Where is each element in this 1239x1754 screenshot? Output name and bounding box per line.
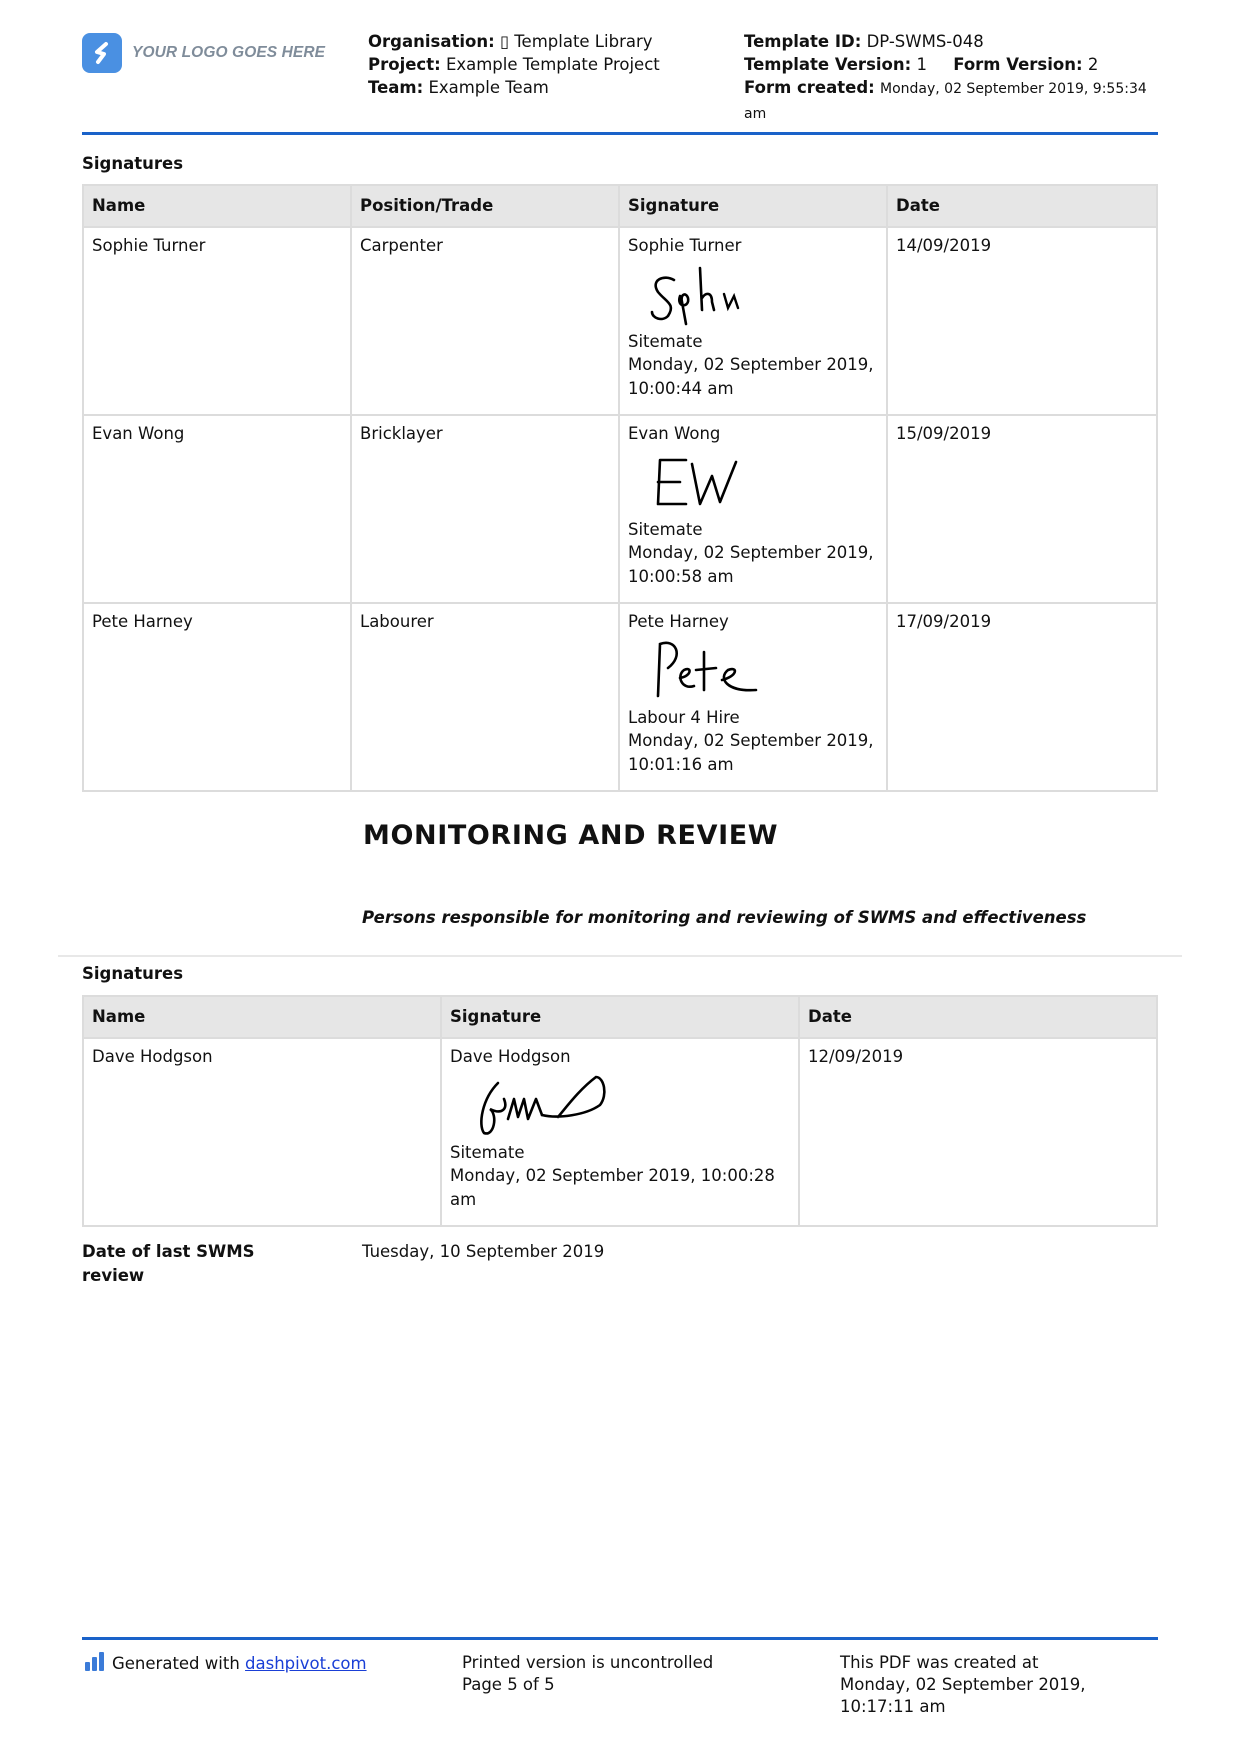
last-review-label: Date of last SWMS review bbox=[82, 1242, 255, 1285]
cell-position: Bricklayer bbox=[351, 415, 619, 603]
signed-timestamp: Monday, 02 September 2019, 10:01:16 am bbox=[628, 731, 874, 774]
form-created-label: Form created: bbox=[744, 78, 875, 97]
uncontrolled-notice: Printed version is uncontrolled bbox=[462, 1653, 714, 1672]
signatures-title: Signatures bbox=[82, 964, 184, 983]
signer-name: Pete Harney bbox=[628, 612, 729, 631]
handwritten-signature-image bbox=[646, 634, 878, 706]
table-header-row bbox=[83, 185, 1157, 227]
footer-created bbox=[840, 1652, 1140, 1718]
cell-name: Sophie Turner bbox=[83, 227, 351, 415]
monitoring-subtitle: Persons responsible for monitoring and reviewing of SWMS and effectiveness bbox=[362, 908, 1087, 927]
cell-name: Evan Wong bbox=[83, 415, 351, 603]
column-header-position: Position/Trade bbox=[351, 185, 619, 227]
form-created-value: Monday, 02 September 2019, 9:55:34 am bbox=[744, 81, 1147, 122]
dashpivot-bars-icon bbox=[85, 1652, 104, 1671]
team-label: Team: bbox=[368, 78, 424, 97]
header-project-info bbox=[368, 30, 660, 99]
footer-divider bbox=[82, 1637, 1158, 1640]
cell-signature bbox=[619, 227, 887, 415]
handwritten-signature-image bbox=[468, 1069, 790, 1141]
company-logo bbox=[82, 33, 325, 73]
logo-text: YOUR LOGO GOES HERE bbox=[132, 44, 326, 61]
dashpivot-link[interactable]: dashpivot.com bbox=[245, 1654, 367, 1673]
template-version-label: Template Version: bbox=[744, 55, 912, 74]
signer-organisation: Sitemate bbox=[450, 1142, 525, 1162]
cell-signature bbox=[441, 1038, 799, 1226]
signed-timestamp: Monday, 02 September 2019, 10:00:44 am bbox=[628, 355, 874, 398]
signed-timestamp: Monday, 02 September 2019, 10:00:58 am bbox=[628, 543, 874, 586]
pdf-created-timestamp: Monday, 02 September 2019, 10:17:11 am bbox=[840, 1675, 1086, 1716]
last-review-value: Tuesday, 10 September 2019 bbox=[362, 1242, 605, 1261]
header-divider bbox=[82, 132, 1158, 135]
handwritten-signature-image bbox=[646, 446, 878, 518]
cell-name: Pete Harney bbox=[83, 603, 351, 791]
footer-page-info bbox=[462, 1652, 713, 1696]
cell-date: 12/09/2019 bbox=[799, 1038, 1157, 1226]
signer-organisation: Sitemate bbox=[628, 331, 703, 351]
team-value: Example Team bbox=[428, 78, 549, 97]
section-divider bbox=[58, 955, 1182, 957]
table-row bbox=[83, 1038, 1157, 1226]
column-header-signature: Signature bbox=[619, 185, 887, 227]
signer-name: Sophie Turner bbox=[628, 236, 742, 255]
signer-organisation: Sitemate bbox=[628, 519, 703, 539]
project-label: Project: bbox=[368, 55, 441, 74]
signatures-title: Signatures bbox=[82, 154, 184, 173]
signer-organisation: Labour 4 Hire bbox=[628, 707, 740, 727]
organisation-label: Organisation: bbox=[368, 32, 495, 51]
cell-signature bbox=[619, 415, 887, 603]
cell-date: 17/09/2019 bbox=[887, 603, 1157, 791]
signed-timestamp: Monday, 02 September 2019, 10:00:28 am bbox=[450, 1166, 775, 1209]
cell-name: Dave Hodgson bbox=[83, 1038, 441, 1226]
template-id-value: DP-SWMS-048 bbox=[866, 32, 984, 51]
column-header-date: Date bbox=[887, 185, 1157, 227]
column-header-date: Date bbox=[799, 996, 1157, 1038]
logo-mark-icon bbox=[82, 33, 122, 73]
signer-name: Evan Wong bbox=[628, 424, 721, 443]
cell-date: 14/09/2019 bbox=[887, 227, 1157, 415]
project-value: Example Template Project bbox=[445, 55, 660, 74]
cell-position: Carpenter bbox=[351, 227, 619, 415]
cell-date: 15/09/2019 bbox=[887, 415, 1157, 603]
signatures-table bbox=[82, 184, 1158, 792]
cell-signature bbox=[619, 603, 887, 791]
form-version-value: 2 bbox=[1087, 55, 1099, 74]
table-row bbox=[83, 227, 1157, 415]
footer-generated bbox=[85, 1652, 367, 1675]
monitoring-title: MONITORING AND REVIEW bbox=[363, 820, 779, 851]
table-row bbox=[83, 415, 1157, 603]
form-version-label: Form Version: bbox=[953, 55, 1083, 74]
handwritten-signature-image bbox=[646, 258, 878, 330]
organisation-value: ▯ Template Library bbox=[499, 32, 653, 51]
template-id-label: Template ID: bbox=[744, 32, 862, 51]
column-header-name: Name bbox=[83, 996, 441, 1038]
page-number: Page 5 of 5 bbox=[462, 1675, 555, 1694]
column-header-name: Name bbox=[83, 185, 351, 227]
table-row bbox=[83, 603, 1157, 791]
generated-prefix: Generated with bbox=[112, 1654, 240, 1673]
header-template-info bbox=[744, 30, 1160, 126]
pdf-created-prefix: This PDF was created at bbox=[840, 1653, 1039, 1672]
template-version-value: 1 bbox=[916, 55, 927, 74]
monitoring-signatures-table bbox=[82, 995, 1158, 1227]
column-header-signature: Signature bbox=[441, 996, 799, 1038]
cell-position: Labourer bbox=[351, 603, 619, 791]
signer-name: Dave Hodgson bbox=[450, 1047, 571, 1066]
table-header-row bbox=[83, 996, 1157, 1038]
